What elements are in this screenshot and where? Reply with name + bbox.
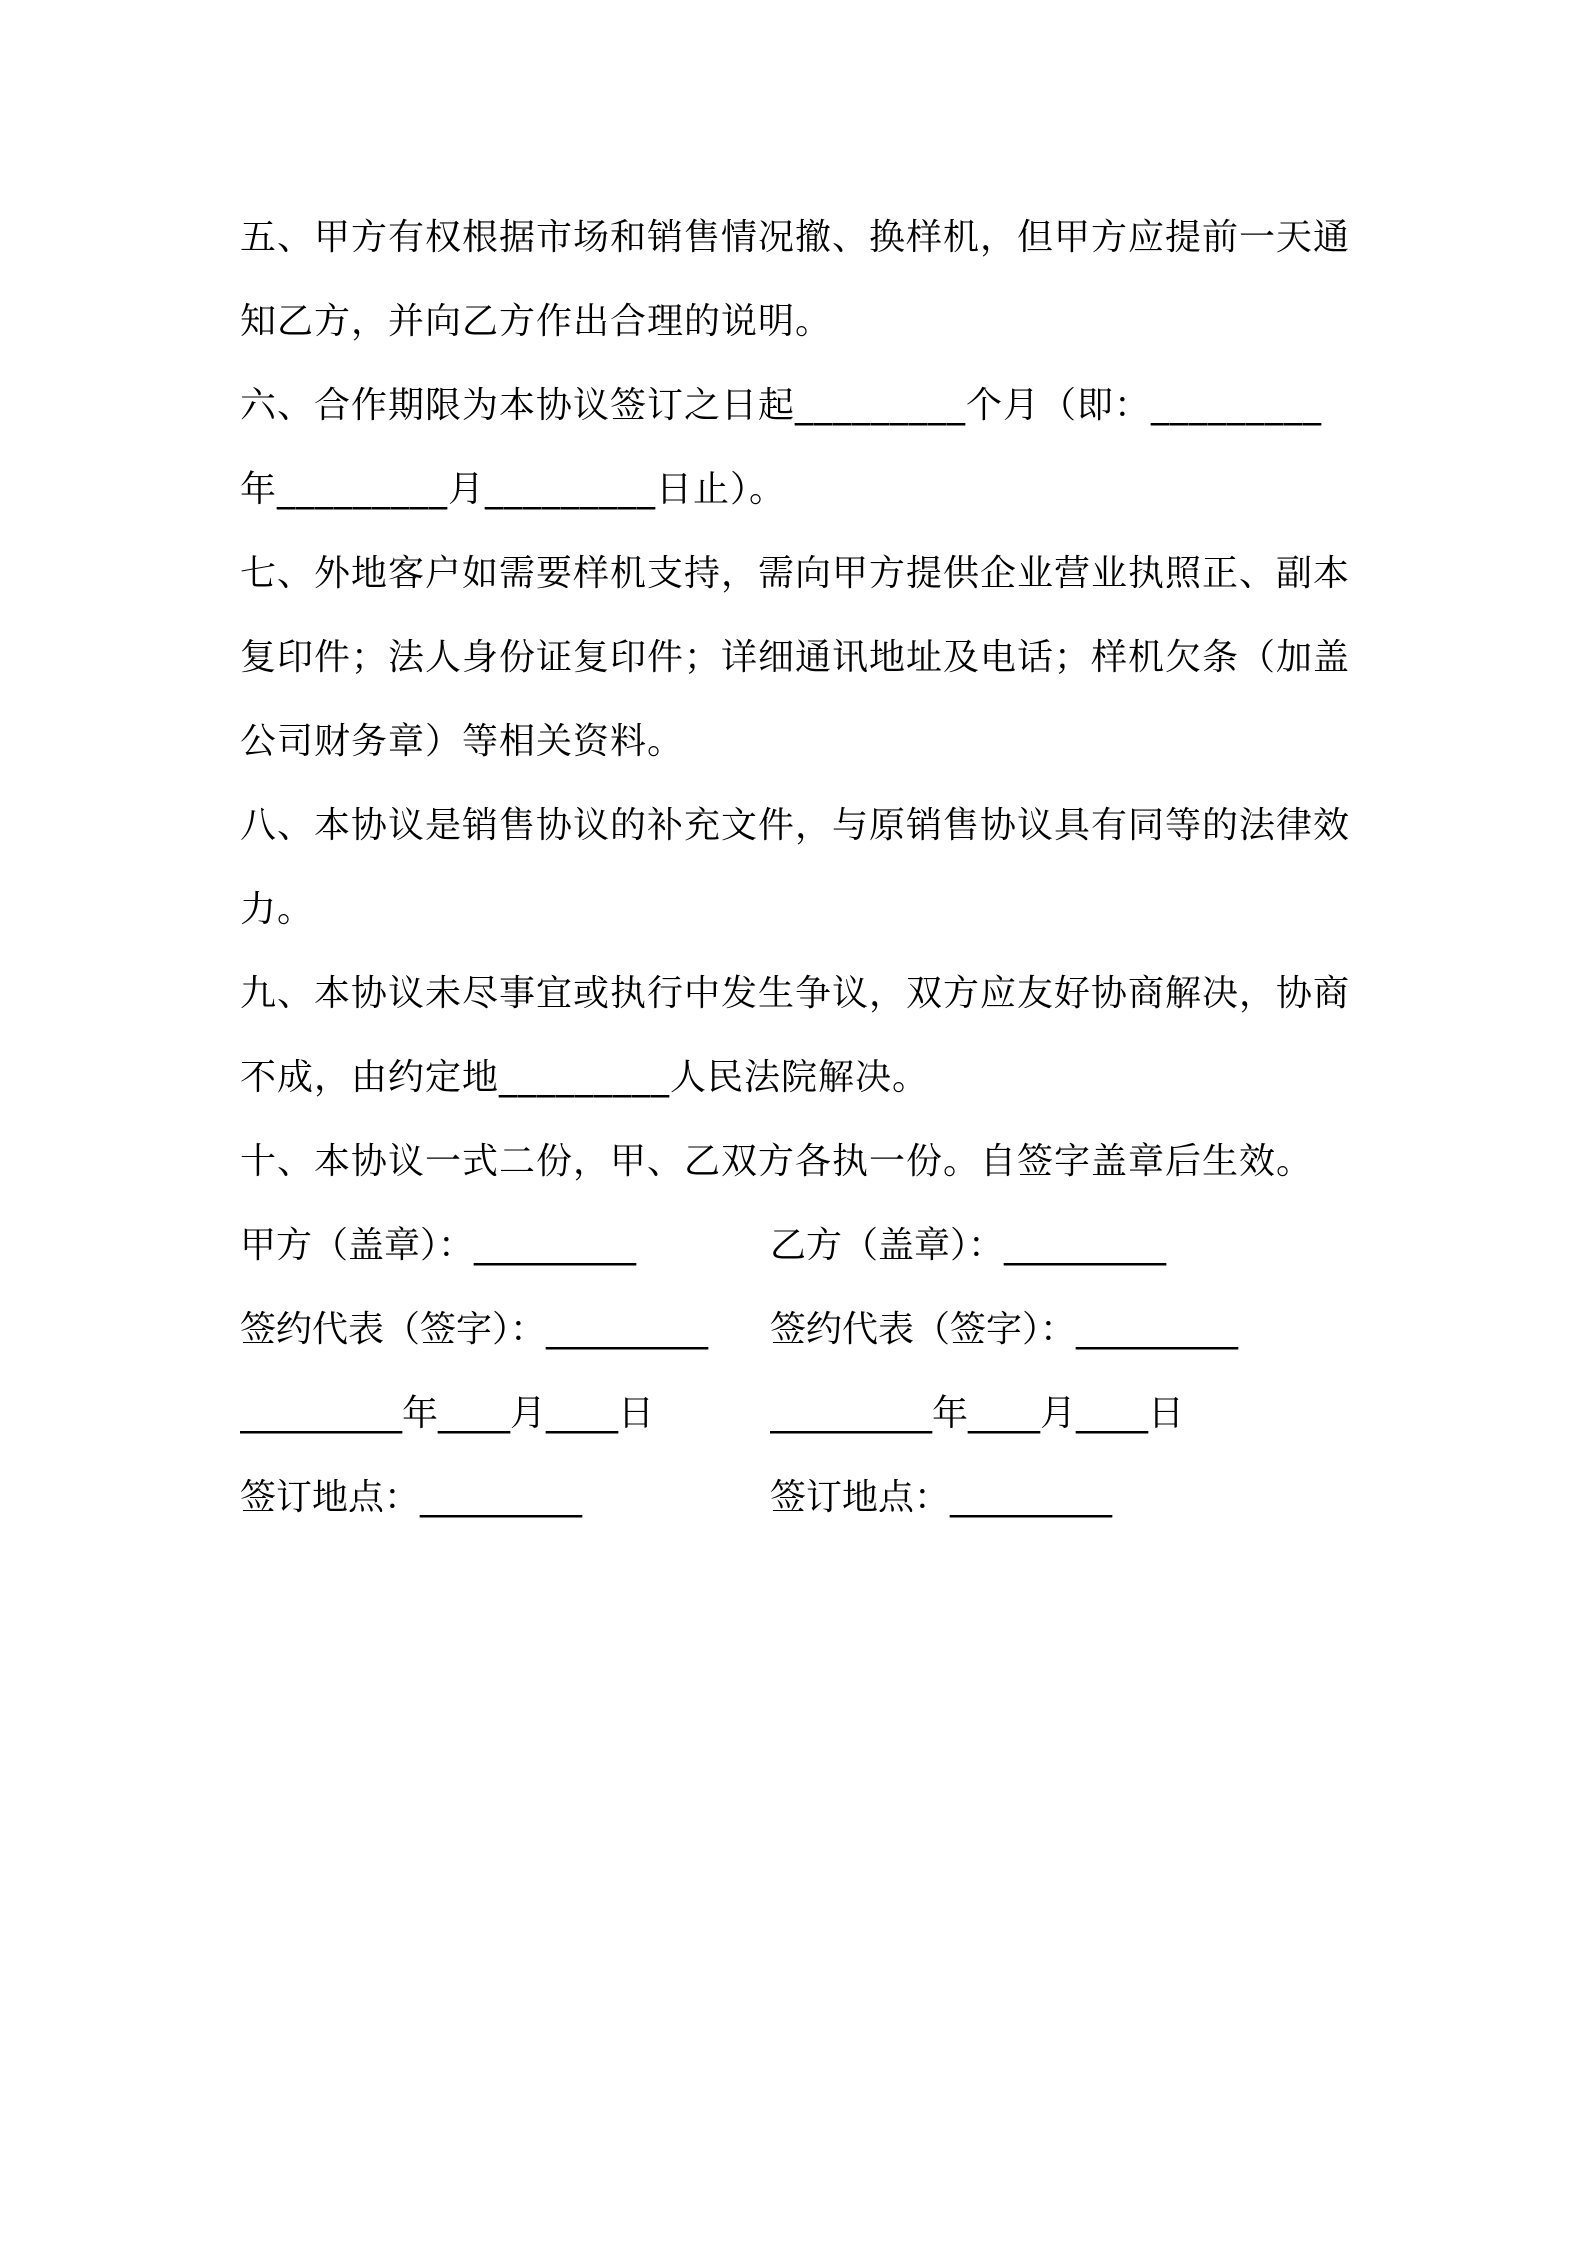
signature-row-date: [240, 1372, 1360, 1456]
clause-5-line-2: 知乙方，并向乙方作出合理的说明。: [240, 301, 833, 342]
clause-8-line-1: 八、本协议是销售协议的补充文件，与原销售协议具有同等的法律效: [240, 805, 1351, 846]
party-b-seal: 乙方（盖章）：_________: [770, 1225, 1167, 1266]
clause-7-line-2: 复印件；法人身份证复印件；详细通讯地址及电话；样机欠条（加盖: [240, 637, 1351, 678]
party-a-representative: 签约代表（签字）：_________: [240, 1309, 709, 1350]
party-b-representative: 签约代表（签字）：_________: [770, 1309, 1239, 1350]
clause-7-line-3: 公司财务章）等相关资料。: [240, 721, 685, 762]
document-body: [240, 196, 1360, 1540]
party-a-seal: 甲方（盖章）：_________: [240, 1225, 637, 1266]
clause-6-line-1: 六、合作期限为本协议签订之日起_________个月（即：_________: [240, 385, 1323, 426]
signature-row-representative: [240, 1288, 1360, 1372]
signature-row-seal: [240, 1204, 1360, 1288]
clause-7-line-1: 七、外地客户如需要样机支持，需向甲方提供企业营业执照正、副本: [240, 553, 1351, 594]
clause-9-line-1: 九、本协议未尽事宜或执行中发生争议，双方应友好协商解决，协商: [240, 973, 1351, 1014]
party-a-place: 签订地点：_________: [240, 1477, 583, 1518]
clause-8-line-2: 力。: [240, 889, 315, 930]
clause-6-line-2: 年_________月_________日止）。: [240, 469, 787, 510]
party-b-date: _________年____月____日: [770, 1393, 1184, 1434]
clause-9-line-2: 不成，由约定地_________人民法院解决。: [240, 1057, 930, 1098]
clause-10-line-1: 十、本协议一式二份，甲、乙双方各执一份。自签字盖章后生效。: [240, 1141, 1314, 1182]
party-b-place: 签订地点：_________: [770, 1477, 1113, 1518]
party-a-date: _________年____月____日: [240, 1393, 654, 1434]
clause-5-line-1: 五、甲方有权根据市场和销售情况撤、换样机，但甲方应提前一天通: [240, 217, 1351, 258]
signature-row-place: [240, 1456, 1360, 1540]
